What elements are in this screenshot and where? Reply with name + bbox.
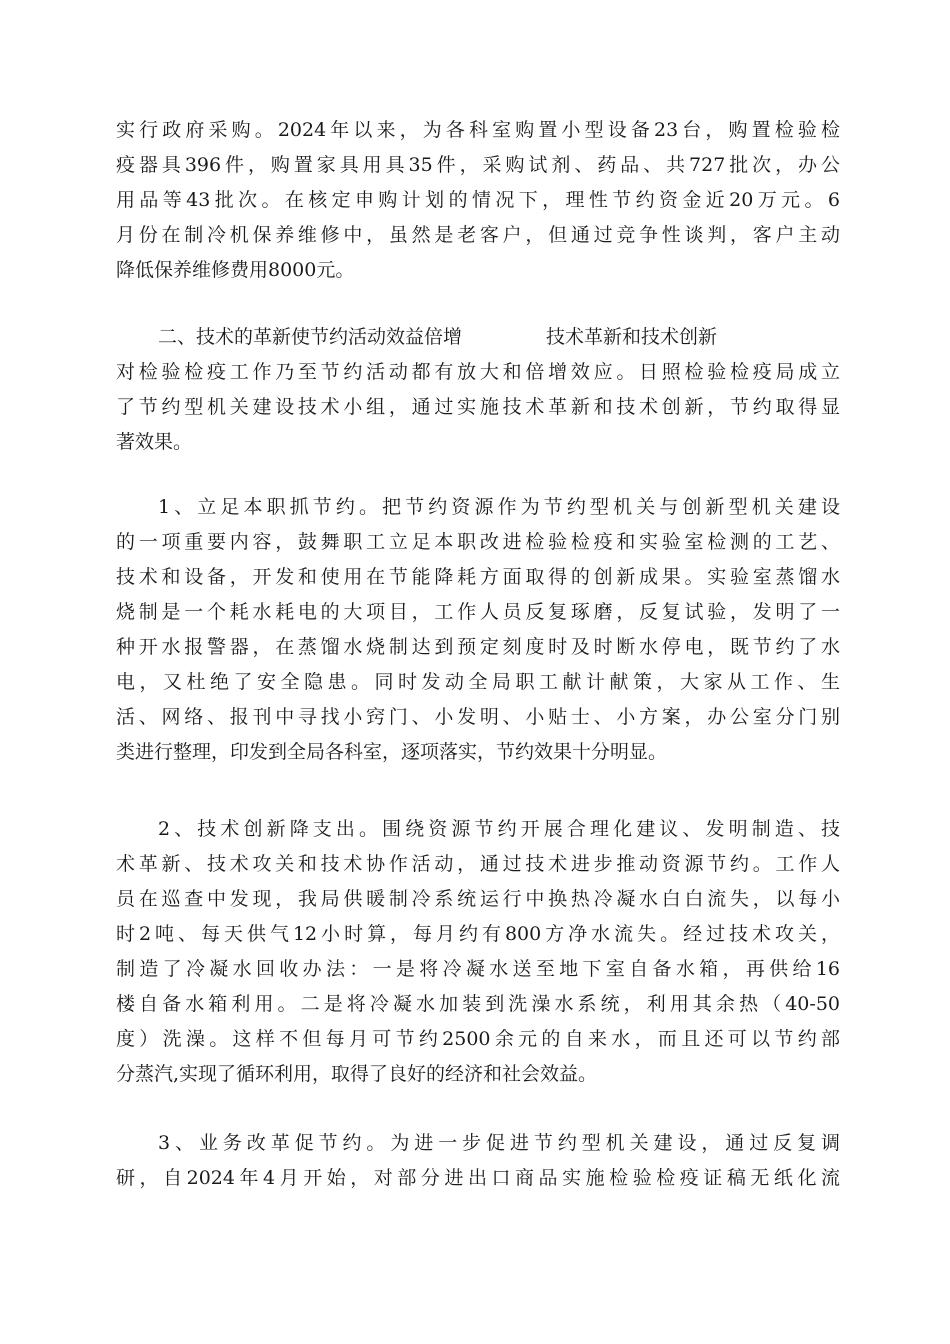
text-line: 活、网络、报刊中寻找小窍门、小发明、小贴士、小方案，办公室分门别 — [116, 706, 840, 728]
text-line: 楼自备水箱利用。二是将冷凝水加装到洗澡水系统，利用其余热（40-50 — [116, 993, 840, 1015]
text-line: 对检验检疫工作乃至节约活动都有放大和倍增效应。日照检验检疫局成立 — [116, 361, 840, 383]
text-line: 制造了冷凝水回收办法：一是将冷凝水送至地下室自备水箱，再供给16 — [116, 958, 840, 980]
text-line: 疫器具396件，购置家具用具35件，采购试剂、药品、共727批次，办公 — [116, 154, 840, 176]
text-line: 类进行整理，印发到全局各科室，逐项落实，节约效果十分明显。 — [116, 741, 668, 763]
paragraph-item-3 — [116, 1126, 840, 1196]
text-line: 降低保养维修费用8000元。 — [116, 259, 355, 281]
text-line: 员在巡查中发现，我局供暖制冷系统运行中换热冷凝水白白流失，以每小 — [116, 888, 840, 910]
text-line: 术革新、技术攻关和技术协作活动，通过技术进步推动资源节约。工作人 — [116, 853, 840, 875]
text-line: 时2吨、每天供气12小时算，每月约有800方净水流失。经过技术攻关， — [116, 923, 840, 945]
text-line: 1、立足本职抓节约。把节约资源作为节约型机关与创新型机关建设 — [158, 496, 840, 518]
paragraph-procurement — [116, 113, 840, 288]
text-line: 度）洗澡。这样不但每月可节约2500余元的自来水，而且还可以节约部 — [116, 1028, 840, 1050]
text-line: 用品等43批次。在核定申购计划的情况下，理性节约资金近20万元。6 — [116, 189, 840, 211]
section-heading-tail: 技术革新和技术创新 — [546, 326, 718, 348]
text-line: 著效果。 — [116, 431, 193, 453]
text-line: 的一项重要内容，鼓舞职工立足本职改进检验检疫和实验室检测的工艺、 — [116, 531, 840, 553]
text-line: 分蒸汽,实现了循环利用，取得了良好的经济和社会效益。 — [116, 1063, 598, 1085]
section-heading: 二、技术的革新使节约活动效益倍增 — [158, 326, 463, 348]
paragraph-tech-innovation — [116, 320, 840, 460]
text-line: 实行政府采购。2024年以来，为各科室购置小型设备23台，购置检验检 — [116, 119, 840, 141]
text-line: 月份在制冷机保养维修中，虽然是老客户，但通过竞争性谈判，客户主动 — [116, 224, 840, 246]
text-line: 技术和设备，开发和使用在节能降耗方面取得的创新成果。实验室蒸馏水 — [116, 566, 840, 588]
text-line: 3、业务改革促节约。为进一步促进节约型机关建设，通过反复调 — [158, 1132, 840, 1154]
section-heading-line — [116, 320, 840, 355]
text-line: 了节约型机关建设技术小组，通过实施技术革新和技术创新，节约取得显 — [116, 396, 840, 418]
paragraph-item-1 — [116, 490, 840, 770]
text-line: 研，自2024年4月开始，对部分进出口商品实施检验检疫证稿无纸化流 — [116, 1167, 840, 1189]
text-line: 种开水报警器，在蒸馏水烧制达到预定刻度时及时断水停电，既节约了水 — [116, 636, 840, 658]
text-line: 烧制是一个耗水耗电的大项目，工作人员反复琢磨，反复试验，发明了一 — [116, 601, 840, 623]
paragraph-item-2 — [116, 812, 840, 1092]
text-line: 2、技术创新降支出。围绕资源节约开展合理化建议、发明制造、技 — [158, 818, 840, 840]
text-line: 电，又杜绝了安全隐患。同时发动全局职工献计献策，大家从工作、生 — [116, 671, 840, 693]
